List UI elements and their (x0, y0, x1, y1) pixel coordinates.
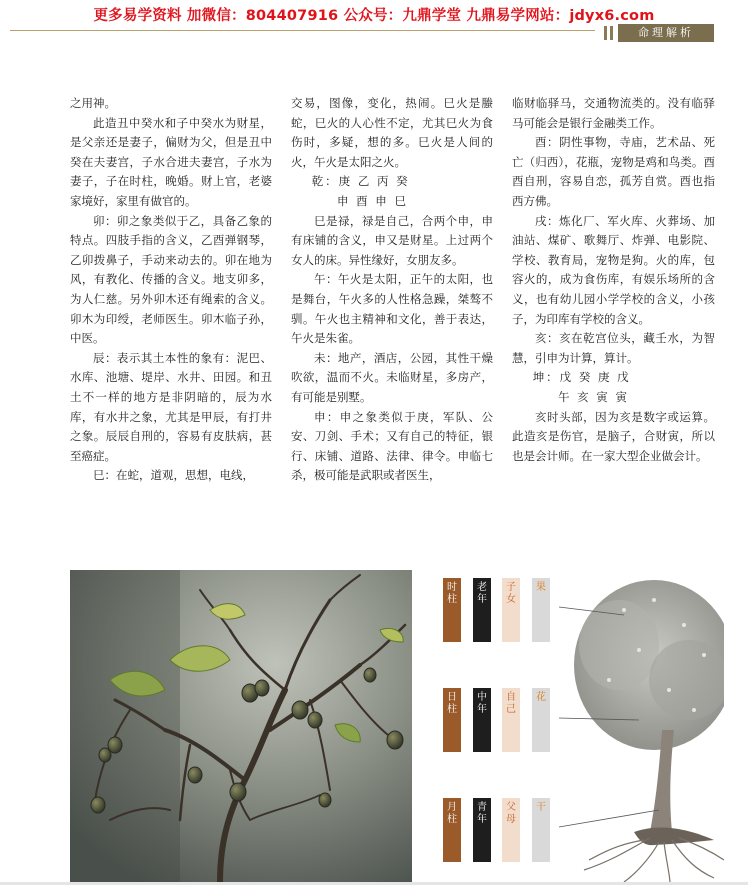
paragraph: 巳是禄，禄是自己，合两个申，申有床铺的含义，申又是财星。上过两个女人的床。异性缘好，女朋友多。 (291, 213, 493, 267)
bazi-chart-stems: 乾：庚 乙 丙 癸 (311, 174, 410, 189)
age-label: 中 年 (473, 688, 491, 752)
paragraph: 戌：炼化厂、军火库、火葬场、加油站、煤矿、歌舞厅、炸弹、电影院、学校、教育局，宠物是狗。火的库，包容火的，成为食伤库，有娱乐场所的含义，也有幼儿园小学学校的含义，小孩子，为印库有学校的含义。 (512, 213, 715, 326)
paragraph: 未：地产，酒店，公园，其性干燥吹欲，温而不火。未临财星，多房产，有可能是别墅。 (291, 350, 493, 404)
fruit-branch-photo (70, 570, 412, 882)
pillars-tree-diagram (424, 570, 724, 882)
paragraph: 亥：亥在乾宫位头，藏壬水，为智慧，引申为计算，算计。 (512, 331, 715, 365)
paragraph: 之用神。 (70, 96, 116, 110)
pillar-label: 月 柱 (443, 798, 461, 862)
part-label: 果 (532, 578, 550, 642)
bazi-chart-branches: 申 酉 申 巳 (337, 193, 408, 208)
text-column-2 (291, 94, 493, 486)
tab-bar-right (610, 26, 613, 40)
tab-bar-left (604, 26, 607, 40)
promo-banner: 更多易学资料 加微信：804407916 公众号：九鼎学堂 九鼎易学网站：jdyx6.com (93, 8, 655, 24)
part-label: 花 (532, 688, 550, 752)
pillar-label: 时 柱 (443, 578, 461, 642)
paragraph: 午：午火是太阳，正午的太阳，也是舞台，午火多的人性格急躁，桀骜不驯。午火也主精神和文化，善于表达，午火是朱雀。 (291, 272, 493, 346)
paragraph: 亥时头部，因为亥是数字或运算。此造亥是伤官，是脑子，合财寅，所以也是会计师。在一家大型企业做会计。 (512, 409, 715, 463)
paragraph: 卯：卯之象类似于乙，具备乙象的特点。四肢手指的含义，乙酉弹钢琴，乙卯拨鼻子，手动来动去的。卯在地为风，有教化、传播的含义。地支卯多，为人仁慈。另外卯木还有绳索的含义。卯木为印绶，老师医生。卯木临子孙，中医。 (70, 213, 272, 346)
role-label: 子 女 (502, 578, 520, 642)
header-rule (10, 30, 595, 31)
age-label: 青 年 (473, 798, 491, 862)
tree-illustration (574, 580, 724, 882)
paragraph: 酉：阴性事物，寺庙，艺术品、死亡（归西），花瓶，宠物是鸡和鸟类。酉酉自刑，容易自恋，孤芳自赏。酉也指西方佛。 (512, 135, 715, 208)
paragraph: 交易，图像，变化，热闹。巳火是螣蛇，巳火的人心性不定，尤其巳火为食伤时，多疑，想的多。巳火是人间的火，午火是太阳之火。 (291, 96, 493, 169)
age-label: 老 年 (473, 578, 491, 642)
paragraph: 此造丑中癸水和子中癸水为财星，是父亲还是妻子，偏财为父，但是丑中癸在夫妻宫，子水合进夫妻宫，子水为妻子，子在时柱，晚婚。财上官，老婆家境好，家里有做官的。 (70, 115, 272, 208)
text-column-1 (70, 94, 272, 486)
paragraph: 巳：在蛇，道观，思想，电线， (93, 468, 254, 483)
paragraph: 辰：表示其土本性的象有：泥巴、水库、池塘、堤岸、水井、田园。和丑土不一样的地方是非阴暗的，辰为水库，有水井之象，尤其是甲辰，有打井之象。辰辰自刑的，容易有皮肤病，甚至癌症。 (70, 350, 272, 463)
paragraph: 临财临驿马，交通物流类的。没有临驿马可能会是银行金融类工作。 (512, 96, 715, 130)
bazi-chart-branches: 午 亥 寅 寅 (558, 389, 629, 404)
section-tab: 命理解析 (618, 24, 714, 42)
pillar-label: 日 柱 (443, 688, 461, 752)
bazi-chart-stems: 坤：戊 癸 庚 戊 (532, 370, 631, 385)
role-label: 自 己 (502, 688, 520, 752)
text-column-3 (512, 94, 715, 466)
paragraph: 申：申之象类似于庚，军队、公安、刀剑、手术；又有自己的特征，银行、床铺、道路、法律、律令。申临七杀，极可能是武职或者医生， (291, 409, 493, 483)
part-label: 干 (532, 798, 550, 862)
role-label: 父 母 (502, 798, 520, 862)
